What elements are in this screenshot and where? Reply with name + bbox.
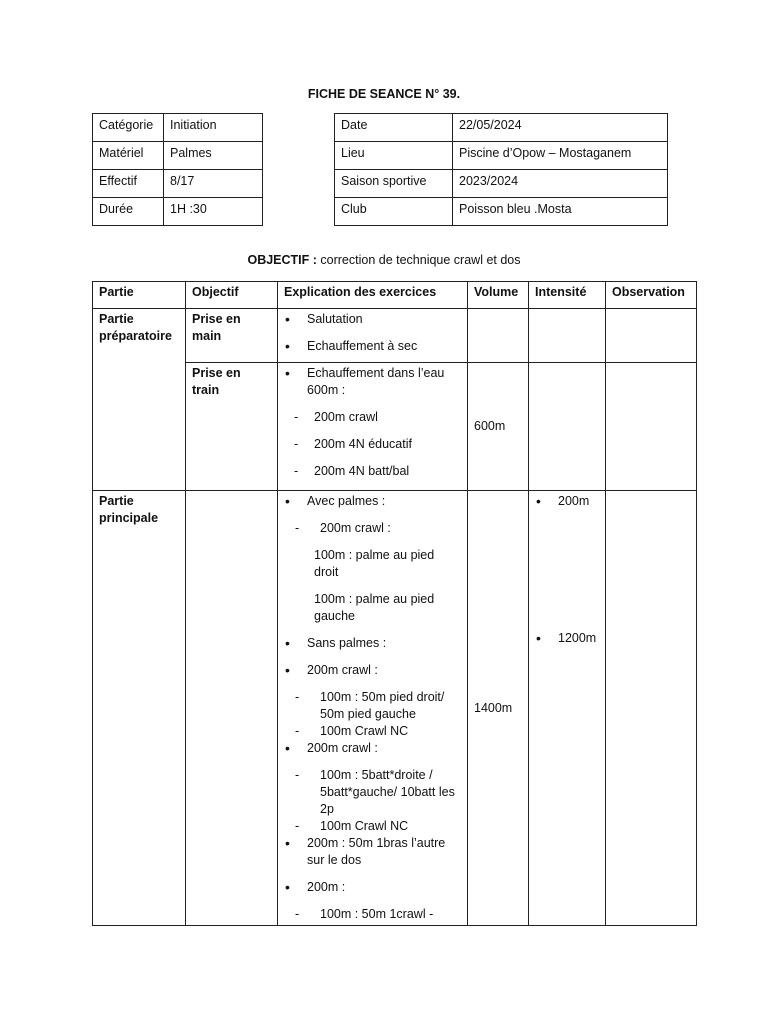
- info-table-right: [334, 113, 668, 226]
- list-item: - 200m 4N batt/bal: [284, 463, 461, 480]
- session-table: [92, 281, 697, 926]
- table-row: [93, 491, 697, 926]
- list-item: - 100m : 50m pied droit/ 50m pied gauche: [284, 689, 461, 723]
- info-table-left: [92, 113, 263, 226]
- list-item: • Echauffement dans l’eau 600m :: [284, 365, 461, 399]
- intensity-item: • 200m: [535, 493, 618, 510]
- objective-line: [0, 253, 768, 267]
- list-item: - 100m : 5batt*droite / 5batt*gauche/ 10batt les 2p: [284, 767, 461, 818]
- objectif-cell: Prise en train: [186, 363, 278, 491]
- observation-cell: [606, 363, 697, 491]
- list-item: - 100m Crawl NC: [284, 723, 461, 740]
- list-item: • 200m :: [284, 879, 461, 896]
- info-value: 22/05/2024: [453, 114, 668, 142]
- info-value: Piscine d’Opow – Mostaganem: [453, 142, 668, 170]
- intensite-cell: [529, 363, 606, 491]
- list-item: - 200m crawl: [284, 409, 461, 426]
- info-label: Club: [335, 198, 453, 226]
- list-item: • 200m crawl :: [284, 662, 461, 679]
- explication-cell: [278, 491, 468, 926]
- info-label: Date: [335, 114, 453, 142]
- list-item: • 200m crawl :: [284, 740, 461, 757]
- info-label: Lieu: [335, 142, 453, 170]
- info-value: Poisson bleu .Mosta: [453, 198, 668, 226]
- list-item: 100m : palme au pied droit: [314, 548, 435, 579]
- header-intensite: Intensité: [529, 282, 606, 309]
- explication-cell: [278, 363, 468, 491]
- list-item: • 200m : 50m 1bras l’autre sur le dos: [284, 835, 461, 869]
- list-item: - 200m crawl :: [284, 520, 461, 537]
- info-value: Palmes: [164, 142, 263, 170]
- header-volume: Volume: [468, 282, 529, 309]
- objective-text: correction de technique crawl et dos: [316, 253, 521, 267]
- intensite-cell: [529, 309, 606, 363]
- list-item: • Sans palmes :: [284, 635, 461, 652]
- intensity-item: • 1200m: [535, 630, 618, 647]
- partie-cell: Partie principale: [93, 491, 186, 926]
- list-item: - 200m 4N éducatif: [284, 436, 461, 453]
- volume-cell: 600m: [468, 363, 529, 491]
- header-partie: Partie: [93, 282, 186, 309]
- info-value: 2023/2024: [453, 170, 668, 198]
- table-header-row: [93, 282, 697, 309]
- page-title: FICHE DE SEANCE N° 39.: [307, 87, 461, 101]
- list-item: • Echauffement à sec: [284, 338, 461, 355]
- info-value: Initiation: [164, 114, 263, 142]
- table-row: [93, 309, 697, 363]
- header-objectif: Objectif: [186, 282, 278, 309]
- info-value: 8/17: [164, 170, 263, 198]
- info-label: Effectif: [93, 170, 164, 198]
- header-observation: Observation: [606, 282, 697, 309]
- objectif-cell: Prise en main: [186, 309, 278, 363]
- info-label: Durée: [93, 198, 164, 226]
- list-item: • Salutation: [284, 311, 461, 328]
- list-item: - 100m Crawl NC: [284, 818, 461, 835]
- observation-cell: [606, 491, 697, 926]
- observation-cell: [606, 309, 697, 363]
- info-label: Matériel: [93, 142, 164, 170]
- explication-cell: [278, 309, 468, 363]
- list-item: 100m : palme au pied gauche: [314, 592, 435, 623]
- objectif-cell: [186, 491, 278, 926]
- info-label: Catégorie: [93, 114, 164, 142]
- info-value: 1H :30: [164, 198, 263, 226]
- volume-cell: [468, 309, 529, 363]
- volume-cell: 1400m: [468, 491, 529, 926]
- intensite-cell: [529, 491, 606, 926]
- objective-label: OBJECTIF :: [247, 253, 317, 267]
- list-item: - 100m : 50m 1crawl -: [284, 906, 461, 923]
- info-label: Saison sportive: [335, 170, 453, 198]
- partie-cell: Partie préparatoire: [93, 309, 186, 491]
- list-item: • Avec palmes :: [284, 493, 461, 510]
- header-explication: Explication des exercices: [278, 282, 468, 309]
